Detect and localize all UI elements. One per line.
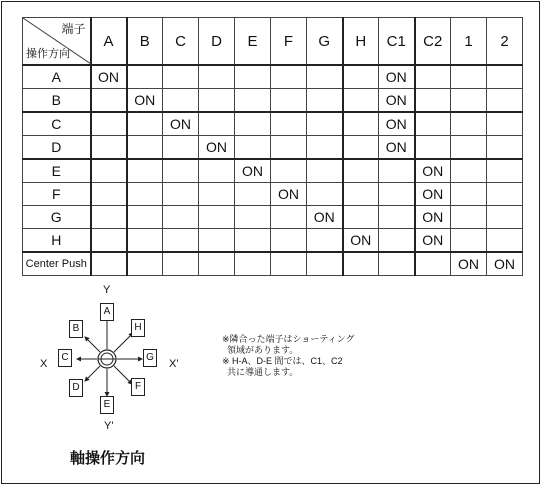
matrix-cell (91, 136, 127, 160)
matrix-cell (451, 206, 487, 229)
matrix-cell (487, 136, 523, 160)
direction-arrows (30, 282, 210, 432)
matrix-cell (415, 89, 451, 113)
note-line-1: ※隣合った端子はショーティング (222, 334, 355, 344)
matrix-cell (271, 206, 307, 229)
matrix-cell: ON (487, 252, 523, 276)
matrix-cell (163, 206, 199, 229)
matrix-cell (343, 206, 379, 229)
direction-heading: 操作方向 (26, 48, 70, 60)
axis-y-prime-label: Y' (104, 420, 114, 432)
table-row (23, 112, 523, 136)
matrix-cell (487, 159, 523, 183)
column-header: 1 (451, 18, 487, 66)
matrix-cell: ON (379, 112, 415, 136)
axis-direction-diagram (30, 282, 210, 432)
matrix-cell (199, 183, 235, 206)
note-line-3: ※ H-A、D-E 間では、C1、C2 (222, 356, 343, 366)
matrix-cell (271, 159, 307, 183)
matrix-cell (127, 183, 163, 206)
matrix-cell (199, 112, 235, 136)
axis-y-label: Y (103, 284, 111, 296)
matrix-cell: ON (235, 159, 271, 183)
matrix-cell (91, 89, 127, 113)
direction-box-e: E (100, 396, 114, 414)
column-header: H (343, 18, 379, 66)
direction-box-h: H (131, 319, 145, 337)
matrix-cell (127, 229, 163, 253)
matrix-cell (379, 206, 415, 229)
matrix-cell (487, 89, 523, 113)
diagram-caption: 軸操作方向 (70, 450, 146, 467)
row-label: C (23, 112, 91, 136)
matrix-cell (163, 229, 199, 253)
matrix-cell (379, 252, 415, 276)
matrix-cell (163, 183, 199, 206)
matrix-cell (271, 112, 307, 136)
table-row (23, 89, 523, 113)
matrix-cell: ON (163, 112, 199, 136)
matrix-cell (487, 183, 523, 206)
matrix-cell: ON (415, 159, 451, 183)
matrix-cell (127, 206, 163, 229)
table-row (23, 159, 523, 183)
matrix-cell (343, 252, 379, 276)
header-row (23, 18, 523, 66)
matrix-cell: ON (451, 252, 487, 276)
row-label: Center Push (23, 252, 91, 276)
table-row (23, 183, 523, 206)
matrix-cell (415, 136, 451, 160)
matrix-cell (487, 65, 523, 89)
direction-box-a: A (100, 303, 114, 321)
column-header: D (199, 18, 235, 66)
matrix-cell (307, 136, 343, 160)
matrix-cell: ON (307, 206, 343, 229)
axis-x-prime-label: X' (169, 358, 179, 370)
terminal-heading: 端子 (61, 22, 86, 36)
matrix-cell (199, 229, 235, 253)
matrix-cell (163, 89, 199, 113)
row-label: F (23, 183, 91, 206)
matrix-cell (199, 89, 235, 113)
matrix-cell (451, 89, 487, 113)
matrix-cell (307, 89, 343, 113)
matrix-cell (127, 65, 163, 89)
column-header: A (91, 18, 127, 66)
matrix-cell (343, 89, 379, 113)
column-header: B (127, 18, 163, 66)
row-label: H (23, 229, 91, 253)
matrix-cell (235, 89, 271, 113)
notes-block (222, 334, 354, 378)
matrix-cell (343, 112, 379, 136)
matrix-cell (307, 112, 343, 136)
matrix-cell (487, 206, 523, 229)
matrix-cell (235, 206, 271, 229)
row-label: A (23, 65, 91, 89)
matrix-cell (487, 229, 523, 253)
matrix-cell (199, 159, 235, 183)
table-row (23, 136, 523, 160)
matrix-cell (235, 252, 271, 276)
column-header: C1 (379, 18, 415, 66)
matrix-cell (343, 183, 379, 206)
matrix-cell (307, 183, 343, 206)
matrix-cell (91, 112, 127, 136)
matrix-cell (307, 252, 343, 276)
matrix-cell (451, 159, 487, 183)
matrix-cell (163, 252, 199, 276)
matrix-cell: ON (199, 136, 235, 160)
matrix-cell (91, 229, 127, 253)
matrix-cell (235, 229, 271, 253)
matrix-cell: ON (343, 229, 379, 253)
matrix-cell (91, 159, 127, 183)
matrix-cell (127, 112, 163, 136)
matrix-cell (271, 65, 307, 89)
row-label: G (23, 206, 91, 229)
column-header: 2 (487, 18, 523, 66)
matrix-cell (235, 65, 271, 89)
row-label: E (23, 159, 91, 183)
matrix-cell: ON (415, 183, 451, 206)
direction-box-c: C (58, 349, 72, 367)
matrix-cell (379, 183, 415, 206)
table-row (23, 206, 523, 229)
matrix-cell (235, 136, 271, 160)
matrix-cell (271, 229, 307, 253)
matrix-cell (307, 229, 343, 253)
matrix-cell: ON (415, 206, 451, 229)
matrix-cell (487, 112, 523, 136)
matrix-cell (307, 159, 343, 183)
matrix-cell (415, 65, 451, 89)
matrix-cell (451, 229, 487, 253)
matrix-cell (271, 89, 307, 113)
column-header: C (163, 18, 199, 66)
direction-box-b: B (69, 320, 83, 338)
matrix-cell (379, 229, 415, 253)
terminal-matrix-table (22, 17, 523, 276)
direction-box-g: G (143, 349, 157, 367)
matrix-cell: ON (127, 89, 163, 113)
axis-x-label: X (40, 358, 48, 370)
matrix-cell (451, 183, 487, 206)
direction-box-f: F (131, 378, 145, 396)
matrix-cell (91, 252, 127, 276)
matrix-cell (91, 183, 127, 206)
matrix-cell (271, 136, 307, 160)
matrix-cell (343, 65, 379, 89)
matrix-cell: ON (91, 65, 127, 89)
note-line-2: 領域があります。 (222, 345, 299, 355)
row-label: D (23, 136, 91, 160)
matrix-cell (199, 206, 235, 229)
matrix-cell (127, 159, 163, 183)
table-row (23, 229, 523, 253)
matrix-cell (451, 136, 487, 160)
column-header: E (235, 18, 271, 66)
matrix-cell (91, 206, 127, 229)
matrix-cell (199, 252, 235, 276)
matrix-cell: ON (415, 229, 451, 253)
matrix-cell (127, 252, 163, 276)
matrix-cell: ON (379, 65, 415, 89)
direction-box-d: D (69, 379, 83, 397)
matrix-cell (415, 252, 451, 276)
matrix-cell (271, 252, 307, 276)
matrix-cell (127, 136, 163, 160)
matrix-cell (343, 136, 379, 160)
column-header: F (271, 18, 307, 66)
matrix-cell (307, 65, 343, 89)
matrix-cell: ON (379, 89, 415, 113)
corner-header-cell (23, 18, 91, 66)
matrix-cell (235, 183, 271, 206)
matrix-cell (163, 159, 199, 183)
matrix-cell: ON (271, 183, 307, 206)
matrix-cell (163, 136, 199, 160)
table-row (23, 252, 523, 276)
column-header: G (307, 18, 343, 66)
matrix-cell (379, 159, 415, 183)
matrix-cell (199, 65, 235, 89)
matrix-cell: ON (379, 136, 415, 160)
table-row (23, 65, 523, 89)
column-header: C2 (415, 18, 451, 66)
matrix-cell (235, 112, 271, 136)
matrix-cell (451, 65, 487, 89)
matrix-cell (451, 112, 487, 136)
matrix-cell (415, 112, 451, 136)
matrix-cell (343, 159, 379, 183)
row-label: B (23, 89, 91, 113)
note-line-4: 共に導通します。 (222, 367, 299, 377)
matrix-cell (163, 65, 199, 89)
